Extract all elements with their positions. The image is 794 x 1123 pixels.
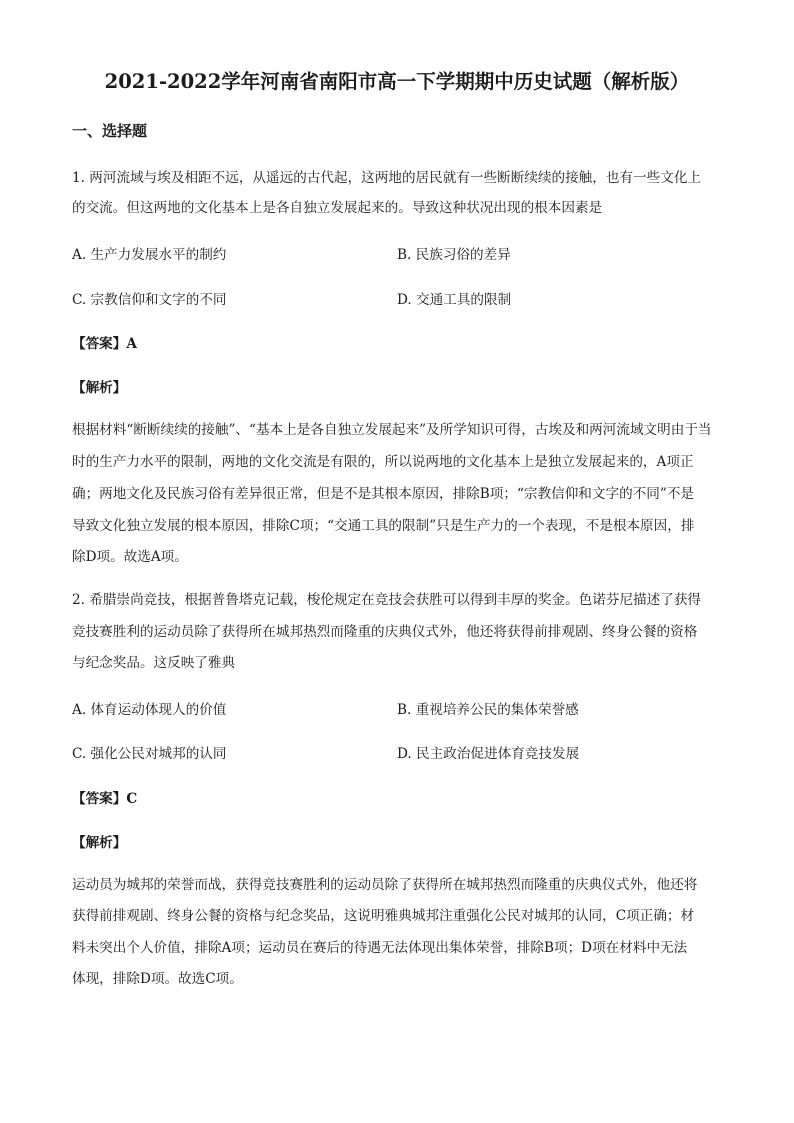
q1-analysis-line-4: 导致文化独立发展的根本原因，排除C项；“交通工具的限制”只是生产力的一个表现，不是根本原因，排 [72, 518, 695, 534]
q1-option-a: A. 生产力发展水平的制约 [72, 247, 227, 263]
q1-analysis-label: 【解析】 [72, 380, 127, 396]
q1-option-b: B. 民族习俗的差异 [397, 247, 511, 263]
q1-option-c: C. 宗教信仰和文字的不同 [72, 292, 227, 308]
q2-option-a: A. 体育运动体现人的价值 [72, 702, 227, 718]
q2-analysis-label: 【解析】 [72, 835, 127, 851]
q2-option-c: C. 强化公民对城邦的认同 [72, 746, 227, 762]
q1-analysis-line-1: 根据材料“断断续续的接触”、“基本上是各自独立发展起来”及所学知识可得，古埃及和两河流域文明由于当 [72, 422, 712, 438]
q2-answer: 【答案】C [72, 791, 138, 807]
q1-analysis-line-2: 时的生产力水平的限制，两地的文化交流是有限的，所以说两地的文化基本上是独立发展起来的，A项正 [72, 454, 694, 470]
q1-stem-line-1: 1. 两河流域与埃及相距不远，从遥远的古代起，这两地的居民就有一些断断续续的接触，也有一些文化上 [72, 170, 702, 186]
q1-option-d: D. 交通工具的限制 [397, 292, 512, 308]
q1-answer: 【答案】A [72, 336, 137, 352]
q2-option-d: D. 民主政治促进体育竞技发展 [397, 746, 580, 762]
q1-stem-line-2: 的交流。但这两地的文化基本上是各自独立发展起来的。导致这种状况出现的根本因素是 [72, 200, 603, 216]
q1-analysis-line-5: 除D项。故选A项。 [72, 549, 188, 565]
q2-stem-line-1: 2. 希腊崇尚竞技，根据普鲁塔克记载，梭伦规定在竞技会获胜可以得到丰厚的奖金。色诺芬尼描述了获得 [72, 592, 702, 608]
document-title: 2021-2022学年河南省南阳市高一下学期期中历史试题（解析版） [104, 70, 690, 93]
q1-analysis-line-3: 确；两地文化及民族习俗有差异很正常，但是不是其根本原因，排除B项；“宗教信仰和文字的不同”不是 [72, 486, 695, 502]
q2-analysis-line-3: 料未突出个人价值，排除A项；运动员在赛后的待遇无法体现出集体荣誉，排除B项；D项在材料中无法 [72, 940, 688, 956]
q2-analysis-line-1: 运动员为城邦的荣誉而战，获得竞技赛胜利的运动员除了获得所在城邦热烈而隆重的庆典仪式外，他还将 [72, 877, 698, 893]
q2-stem-line-3: 与纪念奖品。这反映了雅典 [72, 655, 236, 671]
q2-analysis-line-4: 体现，排除D项。故选C项。 [72, 971, 243, 987]
q2-stem-line-2: 竞技赛胜利的运动员除了获得所在城邦热烈而隆重的庆典仪式外，他还将获得前排观剧、终身公餐的资格 [72, 624, 698, 640]
section-heading: 一、选择题 [72, 122, 148, 140]
q2-option-b: B. 重视培养公民的集体荣誉感 [397, 702, 579, 718]
q2-analysis-line-2: 获得前排观剧、终身公餐的资格与纪念奖品，这说明雅典城邦注重强化公民对城邦的认同，C项正确；材 [72, 908, 695, 924]
